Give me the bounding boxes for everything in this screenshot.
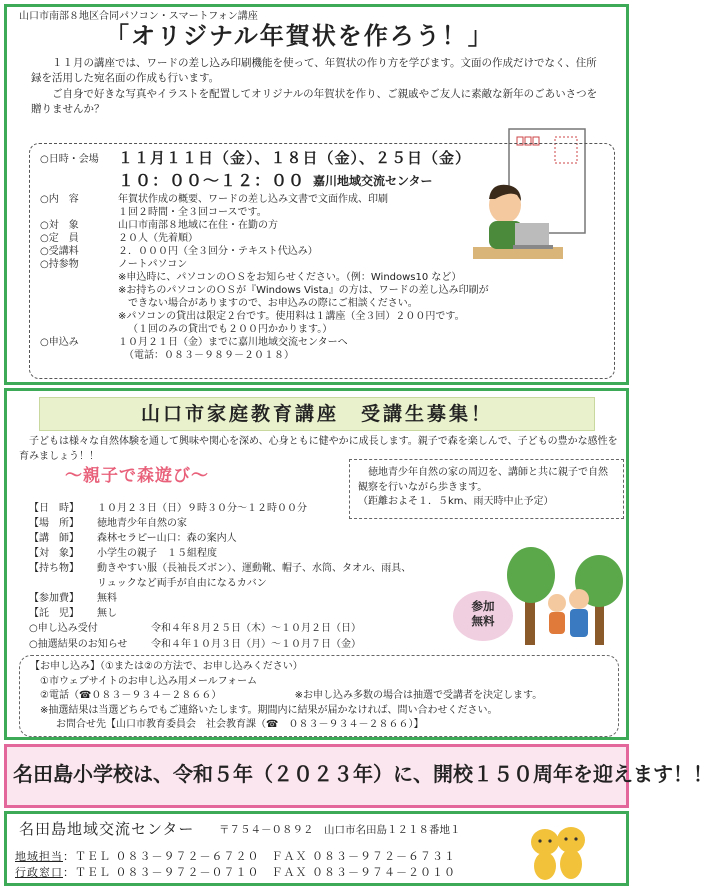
badge-line: 無料 [471, 613, 495, 628]
contact-numbers: ：ＴＥＬ ０８３－９７２－０７１０ ＦＡＸ ０８３－９７４－２０１０ [63, 866, 456, 879]
anniversary-text: 名田島小学校は、令和５年（２０２３年）に、開校１５０周年を迎えます！！ [13, 762, 713, 786]
date-label: ○日時・会場 [40, 154, 99, 165]
target-value: 山口市南部８地域に在住・在勤の方 [118, 220, 278, 232]
bring-notes [40, 271, 489, 336]
content-row [40, 193, 489, 206]
detail-value: 森林セラピー山口：森の案内人 [97, 533, 237, 544]
contact-label: 行政窓口 [15, 866, 63, 879]
capacity-label: ○定 員 [40, 233, 79, 245]
detail-label: 【日 時】 [29, 503, 79, 514]
intro-paragraph: １１月の講座では、ワードの差し込み印刷機能を使って、年賀状の作り方を学びます。文面の作成だけでなく、住所録を活用した宛名面の作成も行います。 [31, 57, 597, 85]
fee-label: ○受講料 [40, 246, 79, 258]
family-education-section [4, 388, 629, 740]
contact-label: 地域担当 [15, 850, 63, 863]
detail-label: 【対 象】 [29, 548, 79, 559]
pc-lecture-section [4, 4, 629, 385]
contact-numbers: ：ＴＥＬ ０８３－９７２－６７２０ ＦＡＸ ０８３－９７２－６７３１ [63, 850, 456, 863]
forest-hikers-illustration [507, 541, 625, 653]
anniversary-banner [4, 744, 713, 808]
note-line: ※お持ちのパソコンのＯＳが『Windows Vista』の方は、ワードの差し込み印刷が [118, 285, 489, 297]
center-footer [4, 811, 629, 886]
detail-label: 【参加費】 [29, 593, 79, 604]
apply-value: １０月２１日（金）までに嘉川地域交流センターへ [118, 337, 348, 349]
date-row [29, 637, 361, 653]
detail-row [29, 591, 411, 606]
content-value: 年賀状作成の概要、ワードの差し込み文書で文面作成、印刷 [118, 194, 388, 206]
bring-row [40, 258, 489, 271]
lecture-intro [7, 52, 626, 117]
time-value: １０：００～１２：００ [118, 170, 306, 190]
lecture-title: 「オリジナル年賀状を作ろう！」 [105, 22, 494, 50]
time-row [40, 171, 489, 192]
apply-row [40, 336, 489, 349]
center-address: 〒７５４－０８９２ 山口市名田島１２１８番地１ [219, 824, 461, 836]
fee-row [40, 245, 489, 258]
family-subtitle: ～親子で森遊び～ [65, 466, 209, 486]
center-name: 名田島地域交流センター [19, 820, 195, 838]
badge-line: 参加 [471, 599, 495, 613]
capacity-value: ２０人（先着順） [118, 233, 198, 245]
date-row [40, 149, 489, 169]
detail-row [29, 546, 411, 561]
target-row [40, 219, 489, 232]
date-row [29, 621, 361, 637]
detail-value: 小学生の親子 １５組程度 [97, 548, 217, 559]
apply-title: 【お申し込み】（①または②の方法で、お申し込みください） [30, 661, 303, 672]
apply-method-1: ①市ウェブサイトのお申し込み用メールフォーム [40, 675, 258, 687]
apply-tel-row [40, 349, 489, 362]
apply-contact: お問合せ先【山口市教育委員会 社会教育課（☎ ０８３－９３４－２８６６）】 [56, 719, 424, 730]
note-line: ※申込時に、パソコンのＯＳをお知らせください。（例：Windows10 など） [118, 272, 462, 284]
apply-method-2 [30, 689, 608, 704]
apply-result-note: ※抽選結果は当選どちらでもご連絡いたします。期間内に結果が届かなければ、問い合わせください。 [40, 704, 498, 716]
date-value: １１月１１日（金）、１８日（金）、２５日（金） [118, 149, 472, 167]
note-line: （１回のみの貸出でも２００円かかります。） [128, 324, 333, 336]
note-line: できない場合がありますので、お申込みの際にご相談ください。 [128, 298, 418, 310]
content-label: ○内 容 [40, 194, 79, 206]
free-badge [453, 591, 513, 641]
family-intro-text: 子どもは様々な自然体験を通して興味や関心を深め、心身ともに健やかに成長します。親子で森を楽しんで、子どもの豊かな感性を育みましょう！！ [19, 436, 618, 462]
date-value: 令和４年１０月３日（月）～１０月７日（金） [151, 638, 361, 650]
detail-row [29, 576, 411, 591]
target-label: ○対 象 [40, 220, 79, 232]
content-row-2 [40, 206, 489, 219]
walk-note: 徳地青少年自然の家の周辺を、講師と共に親子で自然観察を行いながら歩きます。 [358, 467, 608, 493]
detail-row [29, 531, 411, 546]
apply-label: ○申込み [40, 337, 79, 349]
date-label: ○抽選結果のお知らせ [29, 638, 128, 650]
bring-value: ノートパソコン [118, 259, 188, 271]
detail-label: 【持ち物】 [29, 563, 79, 574]
detail-label [29, 576, 97, 591]
detail-value: 無し [97, 608, 117, 619]
detail-value: 無料 [97, 593, 117, 604]
fee-value: ２．０００円（全３回分・テキスト代込み） [118, 246, 318, 258]
content-value-2: １回２時間・全３回コースです。 [118, 207, 267, 219]
intro-paragraph: ご自身で好きな写真やイラストを配置してオリジナルの年賀状を作り、ご親戚やご友人に素敵な新年のごあいさつを贈りませんか？ [31, 87, 598, 115]
family-details [29, 501, 411, 621]
apply-method-2-text: ②電話（☎０８３－９３４－２８６６） [40, 690, 222, 701]
apply-tel: （電話：０８３－９８９－２０１８） [124, 350, 294, 362]
application-box [19, 655, 619, 737]
detail-value: 動きやすい服（長袖長ズボン）、運動靴、帽子、水筒、タオル、雨具、 [97, 563, 412, 574]
mascot-illustration [525, 816, 591, 882]
detail-value: リュックなど両手が自由になるカバン [97, 578, 267, 589]
note-line: ※パソコンの貸出は限定２台です。使用料は１講座（全３回）２００円です。 [118, 311, 465, 323]
apply-lottery-note: ※お申し込み多数の場合は抽選で受講者を決定します。 [294, 690, 543, 701]
bring-label: ○持参物 [40, 259, 79, 271]
date-label: ○申し込み受付 [29, 623, 98, 634]
date-value: 令和４年８月２５日（木）～１０月２日（日） [151, 623, 361, 634]
venue-value: 嘉川地域交流センター [313, 173, 433, 188]
detail-value: １０月２３日（日）９時３０分～１２時００分 [97, 503, 307, 514]
detail-row [29, 606, 411, 621]
family-banner: 山口市家庭教育講座 受講生募集！ [39, 397, 595, 431]
detail-row [29, 516, 411, 531]
lecture-details-box [29, 143, 615, 379]
capacity-row [40, 232, 489, 245]
detail-label: 【講 師】 [29, 533, 79, 544]
detail-row [29, 501, 411, 516]
application-dates [29, 621, 361, 652]
detail-value: 徳地青少年自然の家 [97, 518, 187, 529]
detail-label: 【託 児】 [29, 608, 79, 619]
contact-line-1 [15, 850, 456, 864]
lecture-header: 山口市南部８地区合同パソコン・スマートフォン講座 [19, 11, 258, 22]
walk-note-sub: （距離およそ１．５km、雨天時中止予定） [358, 496, 554, 507]
detail-row [29, 561, 411, 576]
detail-label: 【場 所】 [29, 518, 79, 529]
contact-line-2 [15, 866, 456, 880]
